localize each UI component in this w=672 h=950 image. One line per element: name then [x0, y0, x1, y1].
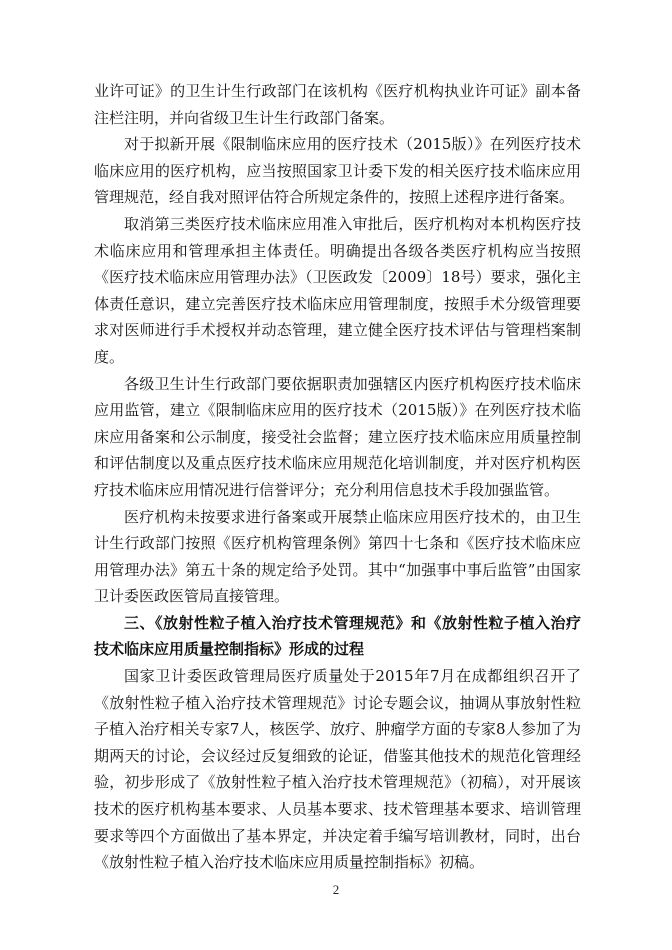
paragraph-supervision: 各级卫生计生行政部门要依据职责加强辖区内医疗机构医疗技术临床应用监管，建立《限制临床应用的医疗技术（2015版）》在列医疗技术临床应用备案和公示制度，接受社会监督；建立医疗技术临床应用质量控制和评估制度以及重点医疗技术临床应用规范化培训制度，并对医疗机构医疗技术临床应用情况进行信誉评分；充分利用信息技术手段加强监管。: [94, 374, 581, 499]
section-heading: 三、《放射性粒子植入治疗技术管理规范》和《放射性粒子植入治疗技术临床应用质量控制指标》形成的过程: [94, 613, 581, 659]
paragraph-new-technology-filing: 对于拟新开展《限制临床应用的医疗技术（2015版）》在列医疗技术临床应用的医疗机构，应当按照国家卫计委下发的相关医疗技术临床应用管理规范，经自我对照评估符合所规定条件的，按照上述程序进行备案。: [94, 135, 581, 207]
page-number: 2: [332, 882, 340, 897]
paragraph-continuation: 业许可证》的卫生计生行政部门在该机构《医疗机构执业许可证》副本备注栏注明，并向省级卫生计生行政部门备案。: [94, 82, 581, 127]
paragraph-institution-responsibility: 取消第三类医疗技术临床应用准入审批后，医疗机构对本机构医疗技术临床应用和管理承担主体责任。明确提出各级各类医疗机构应当按照《医疗技术临床应用管理办法》（卫医政发〔2009〕18号）要求，强化主体责任意识，建立完善医疗技术临床应用管理制度，按照手术分级管理要求对医师进行手术授权并动态管理，建立健全医疗技术评估与管理档案制度。: [94, 214, 581, 366]
paragraph-drafting-process: 国家卫计委医政管理局医疗质量处于2015年7月在成都组织召开了《放射性粒子植入治疗技术管理规范》讨论专题会议，抽调从事放射性粒子植入治疗相关专家7人，核医学、放疗、肿瘤学方面的专家8人参加了为期两天的讨论，会议经过反复细致的论证，借鉴其他技术的规范化管理经验，初步形成了《放射性粒子植入治疗技术管理规范》（初稿），对开展该技术的医疗机构基本要求、人员基本要求、技术管理基本要求、培训管理要求等四个方面做出了基本界定，并决定着手编写培训教材，同时，出台《放射性粒子植入治疗技术临床应用质量控制指标》初稿。: [94, 667, 581, 872]
document-body: [94, 78, 581, 876]
paragraph-penalties: 医疗机构未按要求进行备案或开展禁止临床应用医疗技术的，由卫生计生行政部门按照《医疗机构管理条例》第四十七条和《医疗技术临床应用管理办法》第五十条的规定给予处罚。其中“加强事中事后监管”由国家卫计委医政医管局直接管理。: [94, 507, 581, 606]
